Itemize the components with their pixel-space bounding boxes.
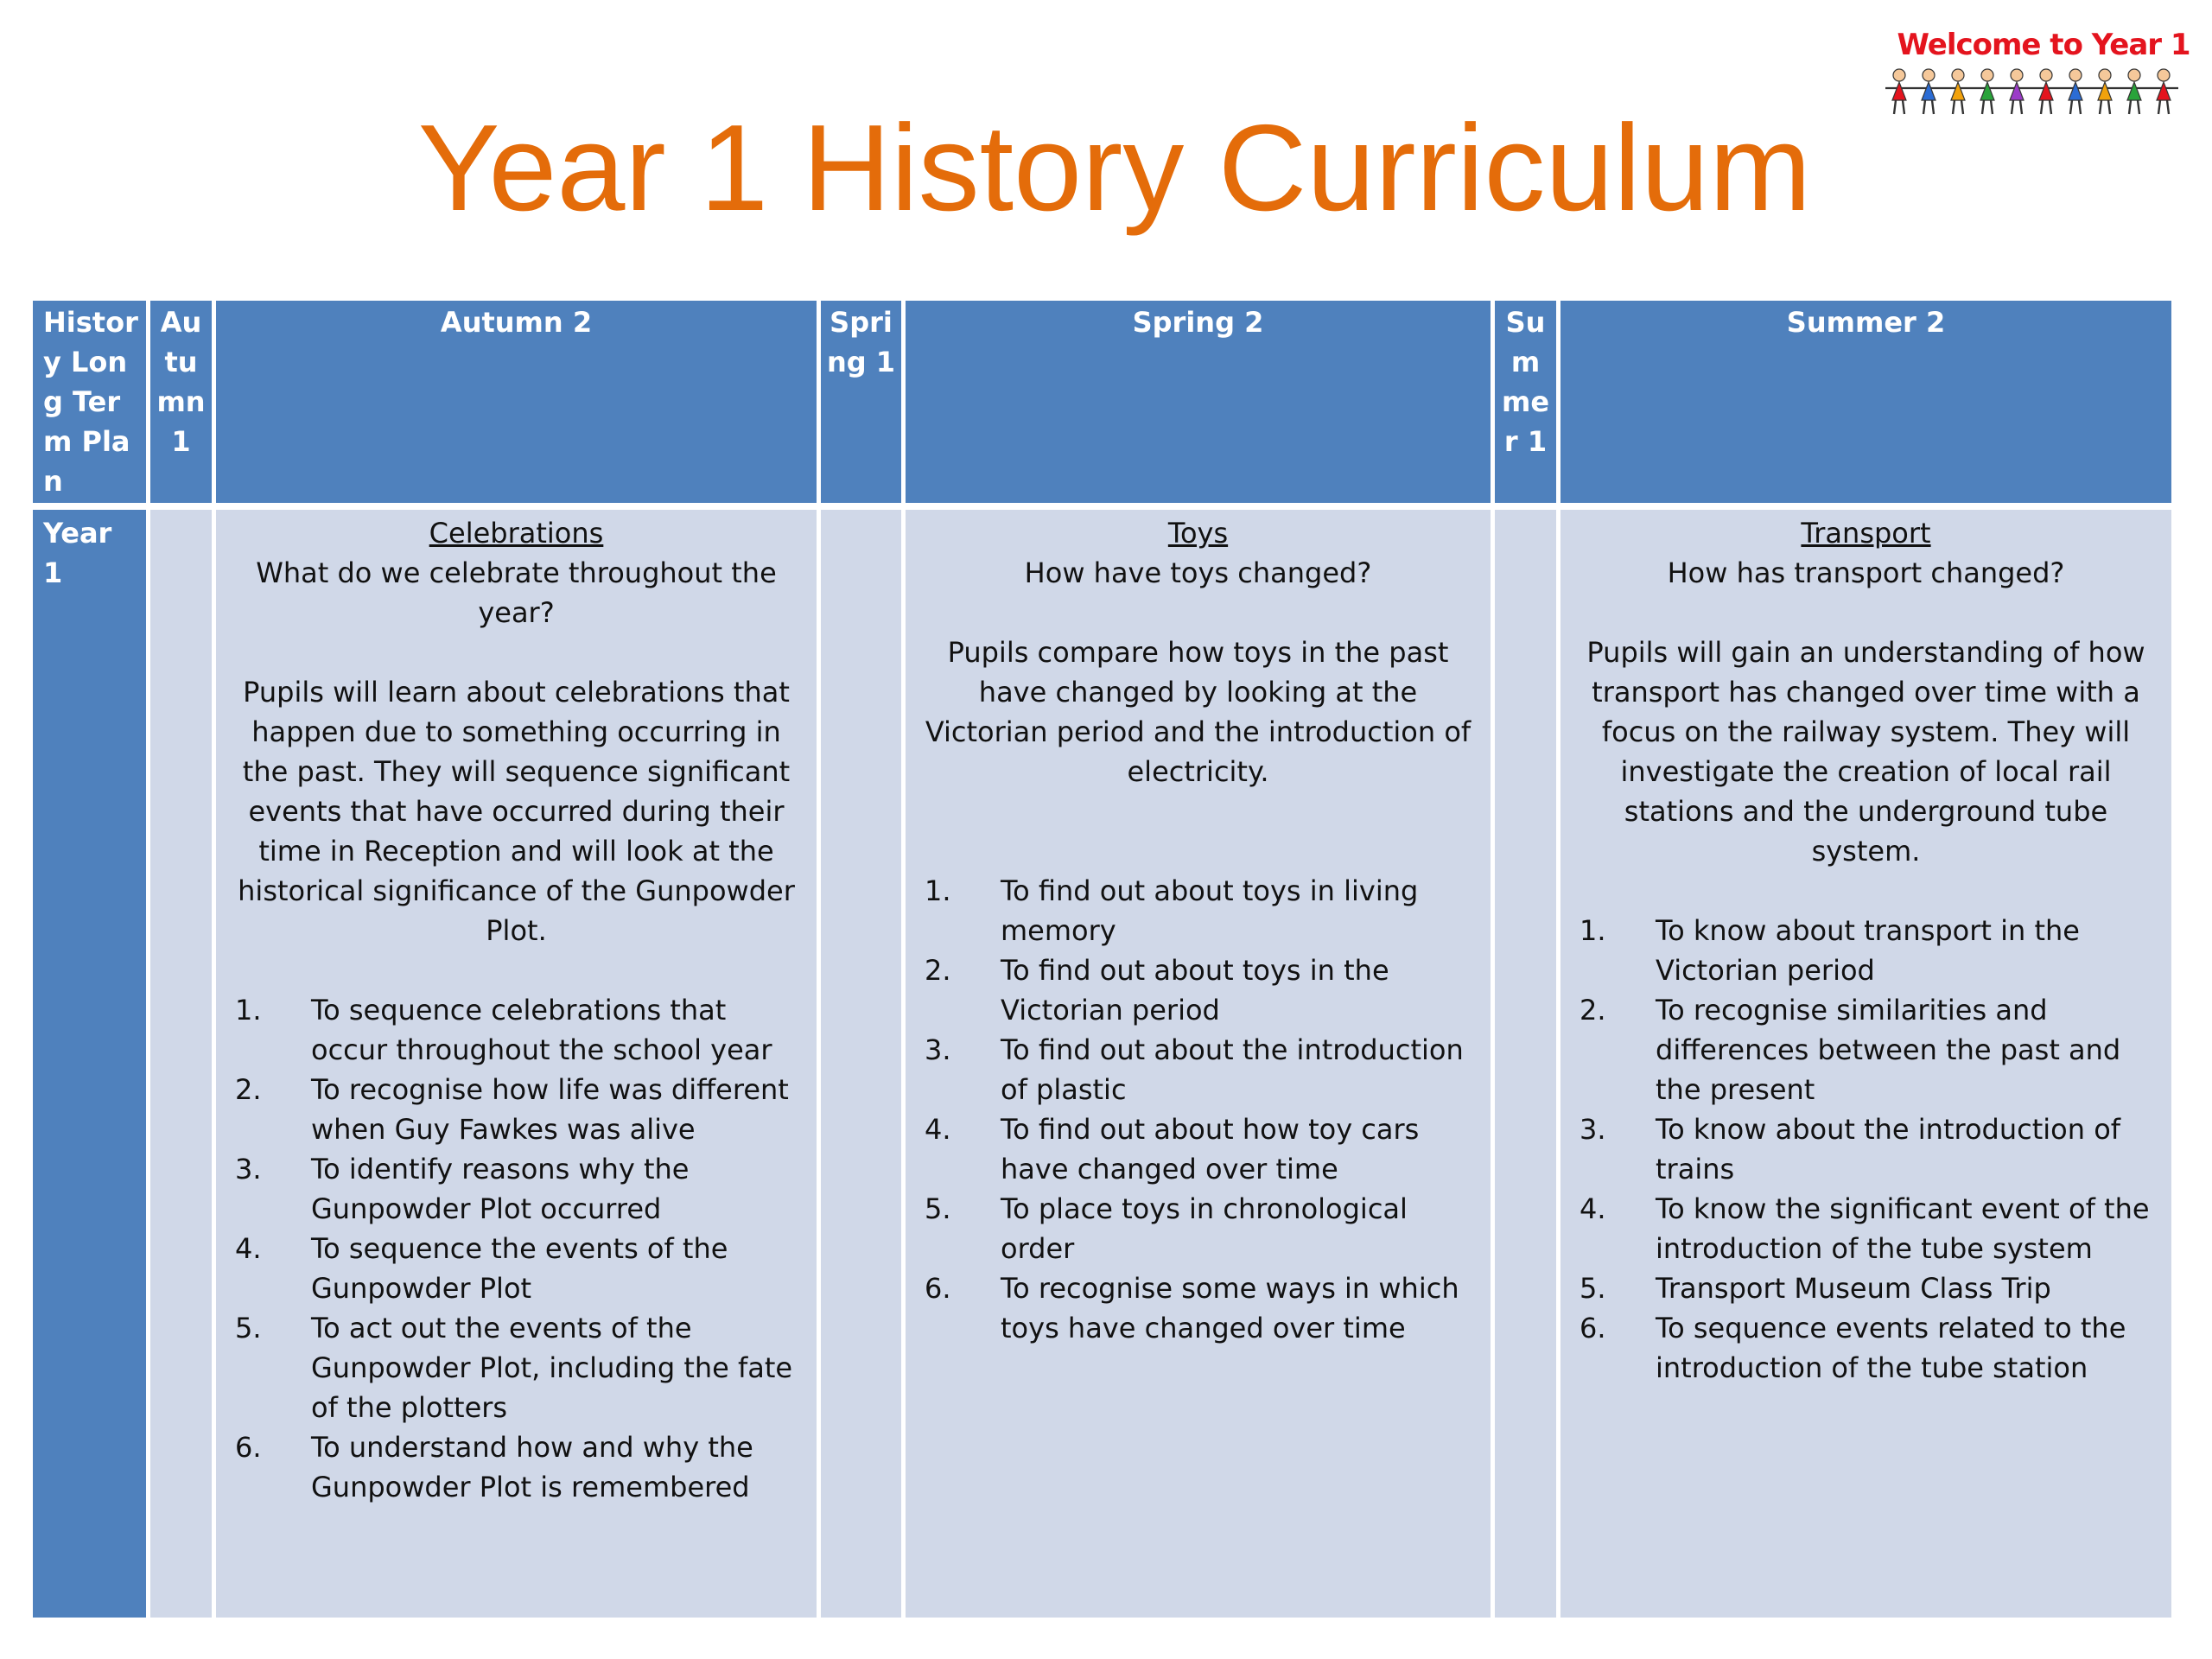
topic-description: Pupils will gain an understanding of how transport has changed over time with a focus on the railway system. They will investigate the creation of local rail stations and the underground tube system. [1586, 636, 2145, 868]
topic-description: Pupils will learn about celebrations that happen due to something occurring in the past. They will sequence significant events that have occurred during their time in Reception and will look at the historical significance of the Gunpowder Plot. [238, 676, 795, 947]
topic-description: Pupils compare how toys in the past have changed by looking at the Victorian period and the introduction of electricity. [925, 636, 1471, 788]
list-item: 1. To know about transport in the Victorian period [1580, 914, 2080, 987]
topic-question: How have toys changed? [1024, 556, 1372, 589]
cell-autumn-1 [150, 510, 216, 1618]
objectives-list [228, 990, 804, 1507]
topic-title: Transport [1801, 517, 1931, 550]
list-item: 5. To act out the events of the Gunpowder Plot, including the fate of the plotters [235, 1312, 793, 1424]
list-item: 2. To recognise similarities and differences between the past and the present [1580, 994, 2121, 1106]
year-1-row [33, 510, 2171, 1618]
list-item: 3. To find out about the introduction of plastic [925, 1033, 1464, 1106]
page-title: Year 1 History Curriculum [417, 99, 1812, 237]
list-item: 1. To find out about toys in living memory [925, 874, 1419, 947]
cell-spring-2 [906, 510, 1495, 1618]
list-item: 6. To recognise some ways in which toys have changed over time [925, 1272, 1459, 1344]
row-label: Year 1 [33, 510, 150, 1618]
list-item: 5. Transport Museum Class Trip [1580, 1272, 2051, 1305]
header-summer-1: Summer 1 [1495, 301, 1560, 510]
header-row [33, 301, 2171, 510]
list-item: 1. To sequence celebrations that occur throughout the school year [235, 994, 772, 1066]
list-item: 4. To know the significant event of the introduction of the tube system [1580, 1192, 2150, 1265]
list-item: 4. To find out about how toy cars have changed over time [925, 1113, 1420, 1185]
topic-question: How has transport changed? [1667, 556, 2065, 589]
header-autumn-2: Autumn 2 [216, 301, 821, 510]
cell-summer-1 [1495, 510, 1560, 1618]
list-item: 2. To recognise how life was different when Guy Fawkes was alive [235, 1073, 789, 1146]
topic-title: Toys [1167, 517, 1229, 550]
list-item: 5. To place toys in chronological order [925, 1192, 1408, 1265]
history-plan-table [33, 301, 2171, 1618]
list-item: 2. To find out about toys in the Victorian period [925, 954, 1389, 1027]
objectives-list [918, 871, 1478, 1348]
objectives-list [1573, 911, 2159, 1388]
list-item: 6. To understand how and why the Gunpowder Plot is remembered [235, 1431, 753, 1503]
header-spring-2: Spring 2 [906, 301, 1495, 510]
cell-spring-1 [821, 510, 906, 1618]
header-spring-1: Spring 1 [821, 301, 906, 510]
cell-autumn-2 [216, 510, 821, 1618]
topic-question: What do we celebrate throughout the year? [256, 556, 777, 629]
logo-text: Welcome to Year 1 [1897, 28, 2190, 62]
header-corner: History Long Term Plan [33, 301, 150, 510]
list-item: 3. To identify reasons why the Gunpowder Plot occurred [235, 1153, 690, 1225]
cell-summer-2 [1560, 510, 2171, 1618]
list-item: 4. To sequence the events of the Gunpowder Plot [235, 1232, 728, 1305]
topic-title: Celebrations [429, 517, 604, 550]
header-autumn-1: Autumn 1 [150, 301, 216, 510]
header-summer-2: Summer 2 [1560, 301, 2171, 510]
list-item: 6. To sequence events related to the introduction of the tube station [1580, 1312, 2126, 1384]
list-item: 3. To know about the introduction of trains [1580, 1113, 2121, 1185]
